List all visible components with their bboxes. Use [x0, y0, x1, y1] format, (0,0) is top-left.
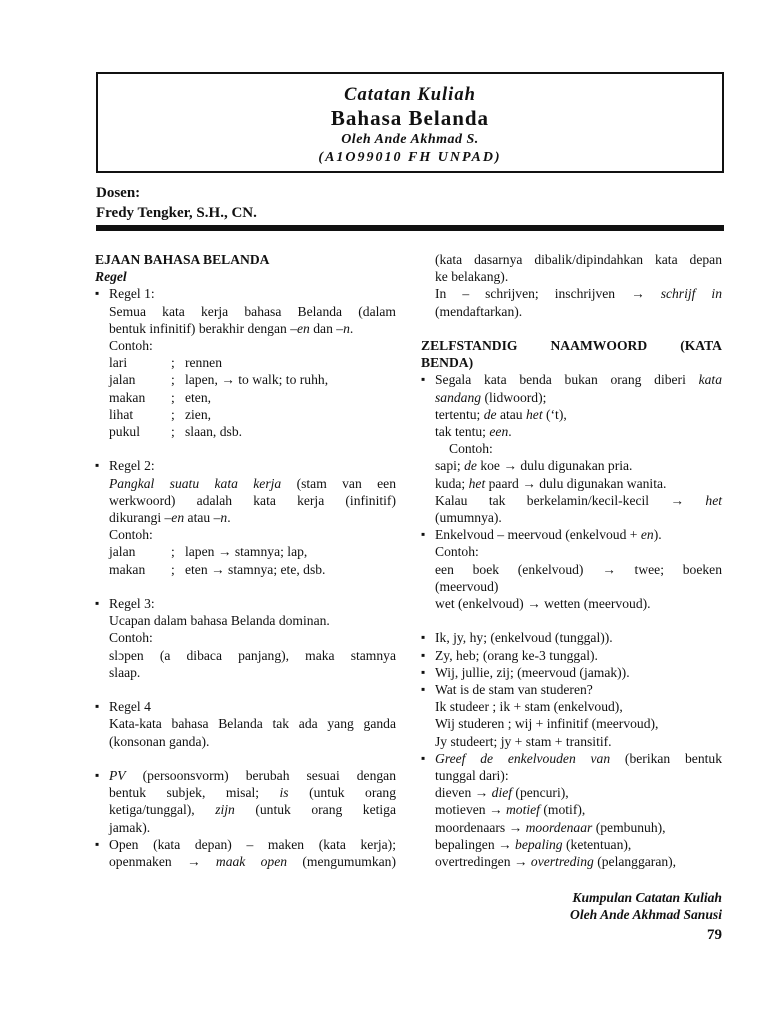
right-column [421, 251, 722, 870]
open-text-1: ▪ Open (kata depan) – maken (kata kerja); [95, 836, 396, 853]
example-separator: ; [171, 389, 175, 405]
sandang-text-9: (umumnya). [435, 510, 502, 526]
contoh-label: Contoh: [435, 544, 479, 560]
open-text-2: openmaken → maak open (mengumumkan) [109, 854, 396, 870]
stam-line-2: Wij studeren ; wij + infinitif (meervoud), [435, 716, 659, 732]
example-translation: eten → stamnya; ete, dsb. [185, 561, 326, 577]
pronoun-item-2: ▪ Zy, heb; (orang ke-3 tunggal). [421, 647, 722, 664]
pv-text-3: ketiga/tunggal), zijn (untuk orang ketiga [109, 802, 397, 818]
example-word: pukul [109, 424, 140, 440]
example-translation: lapen, → to walk; to ruhh, [185, 372, 329, 388]
regel-1-title: ▪ Regel 1: [95, 285, 396, 302]
lecturer-label: Dosen: [96, 185, 141, 201]
regel-2-text-3: dikurangi –en atau –n. [109, 510, 231, 526]
example-separator: ; [171, 561, 175, 577]
section-heading-ejaan: EJAAN BAHASA BELANDA [95, 252, 270, 267]
cont-text-2: ke belakang). [435, 269, 509, 285]
regel-2-examples [95, 543, 396, 577]
pv-text-4: jamak). [109, 819, 151, 835]
example-row [95, 423, 396, 440]
footer-line-1: Kumpulan Catatan Kuliah [572, 890, 722, 905]
section-heading-zelfstandig: ZELFSTANDIG NAAMWOORD (KATA [421, 338, 722, 353]
example-translation: rennen [185, 355, 222, 371]
example-separator: ; [171, 544, 175, 560]
regel-1-examples [95, 354, 396, 440]
sandang-text-3: tertentu; de atau het (‘t), [435, 406, 567, 422]
example-row [95, 389, 396, 406]
sandang-text-6: sapi; de koe → dulu digunakan pria. [435, 458, 633, 474]
section-heading-benda: BENDA) [421, 355, 474, 371]
example-row [95, 354, 396, 371]
contoh-label: Contoh: [449, 441, 493, 457]
regel-1-text-2: bentuk infinitif) berakhir dengan –en dan –n. [109, 320, 354, 336]
sandang-text-4: tak tentu; een. [435, 424, 512, 440]
cont-text-3: In – schrijven; inschrijven → schrijf in [435, 286, 722, 302]
pronoun-item-3: ▪ Wij, jullie, zij; (meervoud (jamak)). [421, 664, 722, 681]
title-catatan: Catatan Kuliah [344, 85, 476, 105]
regel-4-text-1: Kata-kata bahasa Belanda tak ada yang ganda [109, 716, 396, 732]
regel-1-text-1: Semua kata kerja bahasa Belanda (dalam [109, 303, 396, 319]
regel-3-text-2: slɔpen (a dibaca panjang), maka stamnya [109, 647, 396, 663]
stam-line-1: Ik studeer ; ik + stam (enkelvoud), [435, 699, 623, 715]
greef-text-2: tunggal dari): [435, 768, 509, 784]
footer-block [570, 889, 722, 923]
title-subject: Bahasa Belanda [330, 106, 490, 130]
title-id: (A1O99010 FH UNPAD) [318, 150, 502, 165]
example-separator: ; [171, 406, 175, 422]
contoh-label: Contoh: [109, 630, 153, 646]
example-translation: slaan, dsb. [185, 424, 243, 440]
regel-3-text-3: slaap. [109, 664, 141, 680]
lecturer-block [96, 183, 257, 223]
regel-3-text-1: Ucapan dalam bahasa Belanda dominan. [109, 613, 330, 629]
left-column [95, 251, 396, 870]
sandang-text-8: Kalau tak berkelamin/kecil-kecil → het [435, 492, 722, 508]
example-translation: eten, [185, 389, 212, 405]
cont-text-1: (kata dasarnya dibalik/dipindahkan kata depan [435, 252, 722, 267]
example-word: jalan [109, 544, 136, 560]
greef-examples [421, 784, 722, 870]
contoh-label: Contoh: [109, 338, 153, 354]
enkelvoud-text-5: wet (enkelvoud) → wetten (meervoud). [435, 596, 651, 612]
example-row [95, 406, 396, 423]
enkelvoud-text-3: een boek (enkelvoud) → twee; boeken [435, 561, 722, 577]
example-word: makan [109, 561, 146, 577]
pv-text-1: ▪ PV (persoonsvorm) berubah sesuai dengan [95, 767, 396, 784]
example-word: jalan [109, 372, 136, 388]
example-separator: ; [171, 355, 175, 371]
sandang-text-1: ▪ Segala kata benda bukan orang diberi kata [421, 371, 722, 388]
pronoun-item-1: ▪ Ik, jy, hy; (enkelvoud (tunggal)). [421, 629, 722, 646]
contoh-label: Contoh: [109, 527, 153, 543]
example-translation: zien, [185, 406, 212, 422]
regel-4-title: ▪ Regel 4 [95, 698, 396, 715]
lecturer-name: Fredy Tengker, S.H., CN. [96, 205, 257, 221]
cont-text-4: (mendaftarkan). [435, 303, 523, 319]
singular-example: bepalingen → bepaling (ketentuan), [435, 836, 632, 852]
title-author: Oleh Ande Akhmad S. [341, 132, 479, 147]
divider-rule [96, 225, 724, 231]
singular-example: dieven → dief (pencuri), [435, 785, 569, 801]
enkelvoud-text-1: ▪ Enkelvoud – meervoud (enkelvoud + en). [421, 526, 722, 543]
regel-2-text-1: Pangkal suatu kata kerja (stam van een [109, 475, 396, 491]
enkelvoud-text-4: (meervoud) [435, 578, 499, 594]
example-word: lari [109, 355, 128, 371]
regel-2-text-2: werkwoord) adalah kata kerja (infinitif) [109, 492, 396, 508]
singular-example: moordenaars → moordenaar (pembunuh), [435, 819, 666, 835]
regel-4-text-2: (konsonan ganda). [109, 733, 210, 749]
greef-text-1: ▪ Greef de enkelvouden van (berikan bentuk [421, 750, 722, 767]
title-box [96, 72, 724, 173]
stam-line-3: Jy studeert; jy + stam + transitif. [435, 733, 612, 749]
singular-example: motieven → motief (motif), [435, 802, 586, 818]
singular-example: overtredingen → overtreding (pelanggaran), [435, 854, 677, 870]
subheading-regel: Regel [95, 269, 127, 285]
sandang-text-2: sandang (lidwoord); [435, 389, 547, 405]
example-row [95, 371, 396, 388]
example-row [95, 543, 396, 560]
regel-2-title: ▪ Regel 2: [95, 457, 396, 474]
example-separator: ; [171, 372, 175, 388]
example-translation: lapen → stamnya; lap, [185, 544, 308, 560]
example-separator: ; [171, 424, 175, 440]
footer-line-2: Oleh Ande Akhmad Sanusi [570, 907, 722, 922]
stam-question: ▪ Wat is de stam van studeren? [421, 681, 722, 698]
example-row [95, 561, 396, 578]
example-word: lihat [109, 406, 134, 422]
pv-text-2: bentuk subjek, misal; is (untuk orang [109, 785, 396, 801]
sandang-text-7: kuda; het paard → dulu digunakan wanita. [435, 475, 667, 491]
page-number: 79 [707, 927, 722, 943]
regel-3-title: ▪ Regel 3: [95, 595, 396, 612]
example-word: makan [109, 389, 146, 405]
